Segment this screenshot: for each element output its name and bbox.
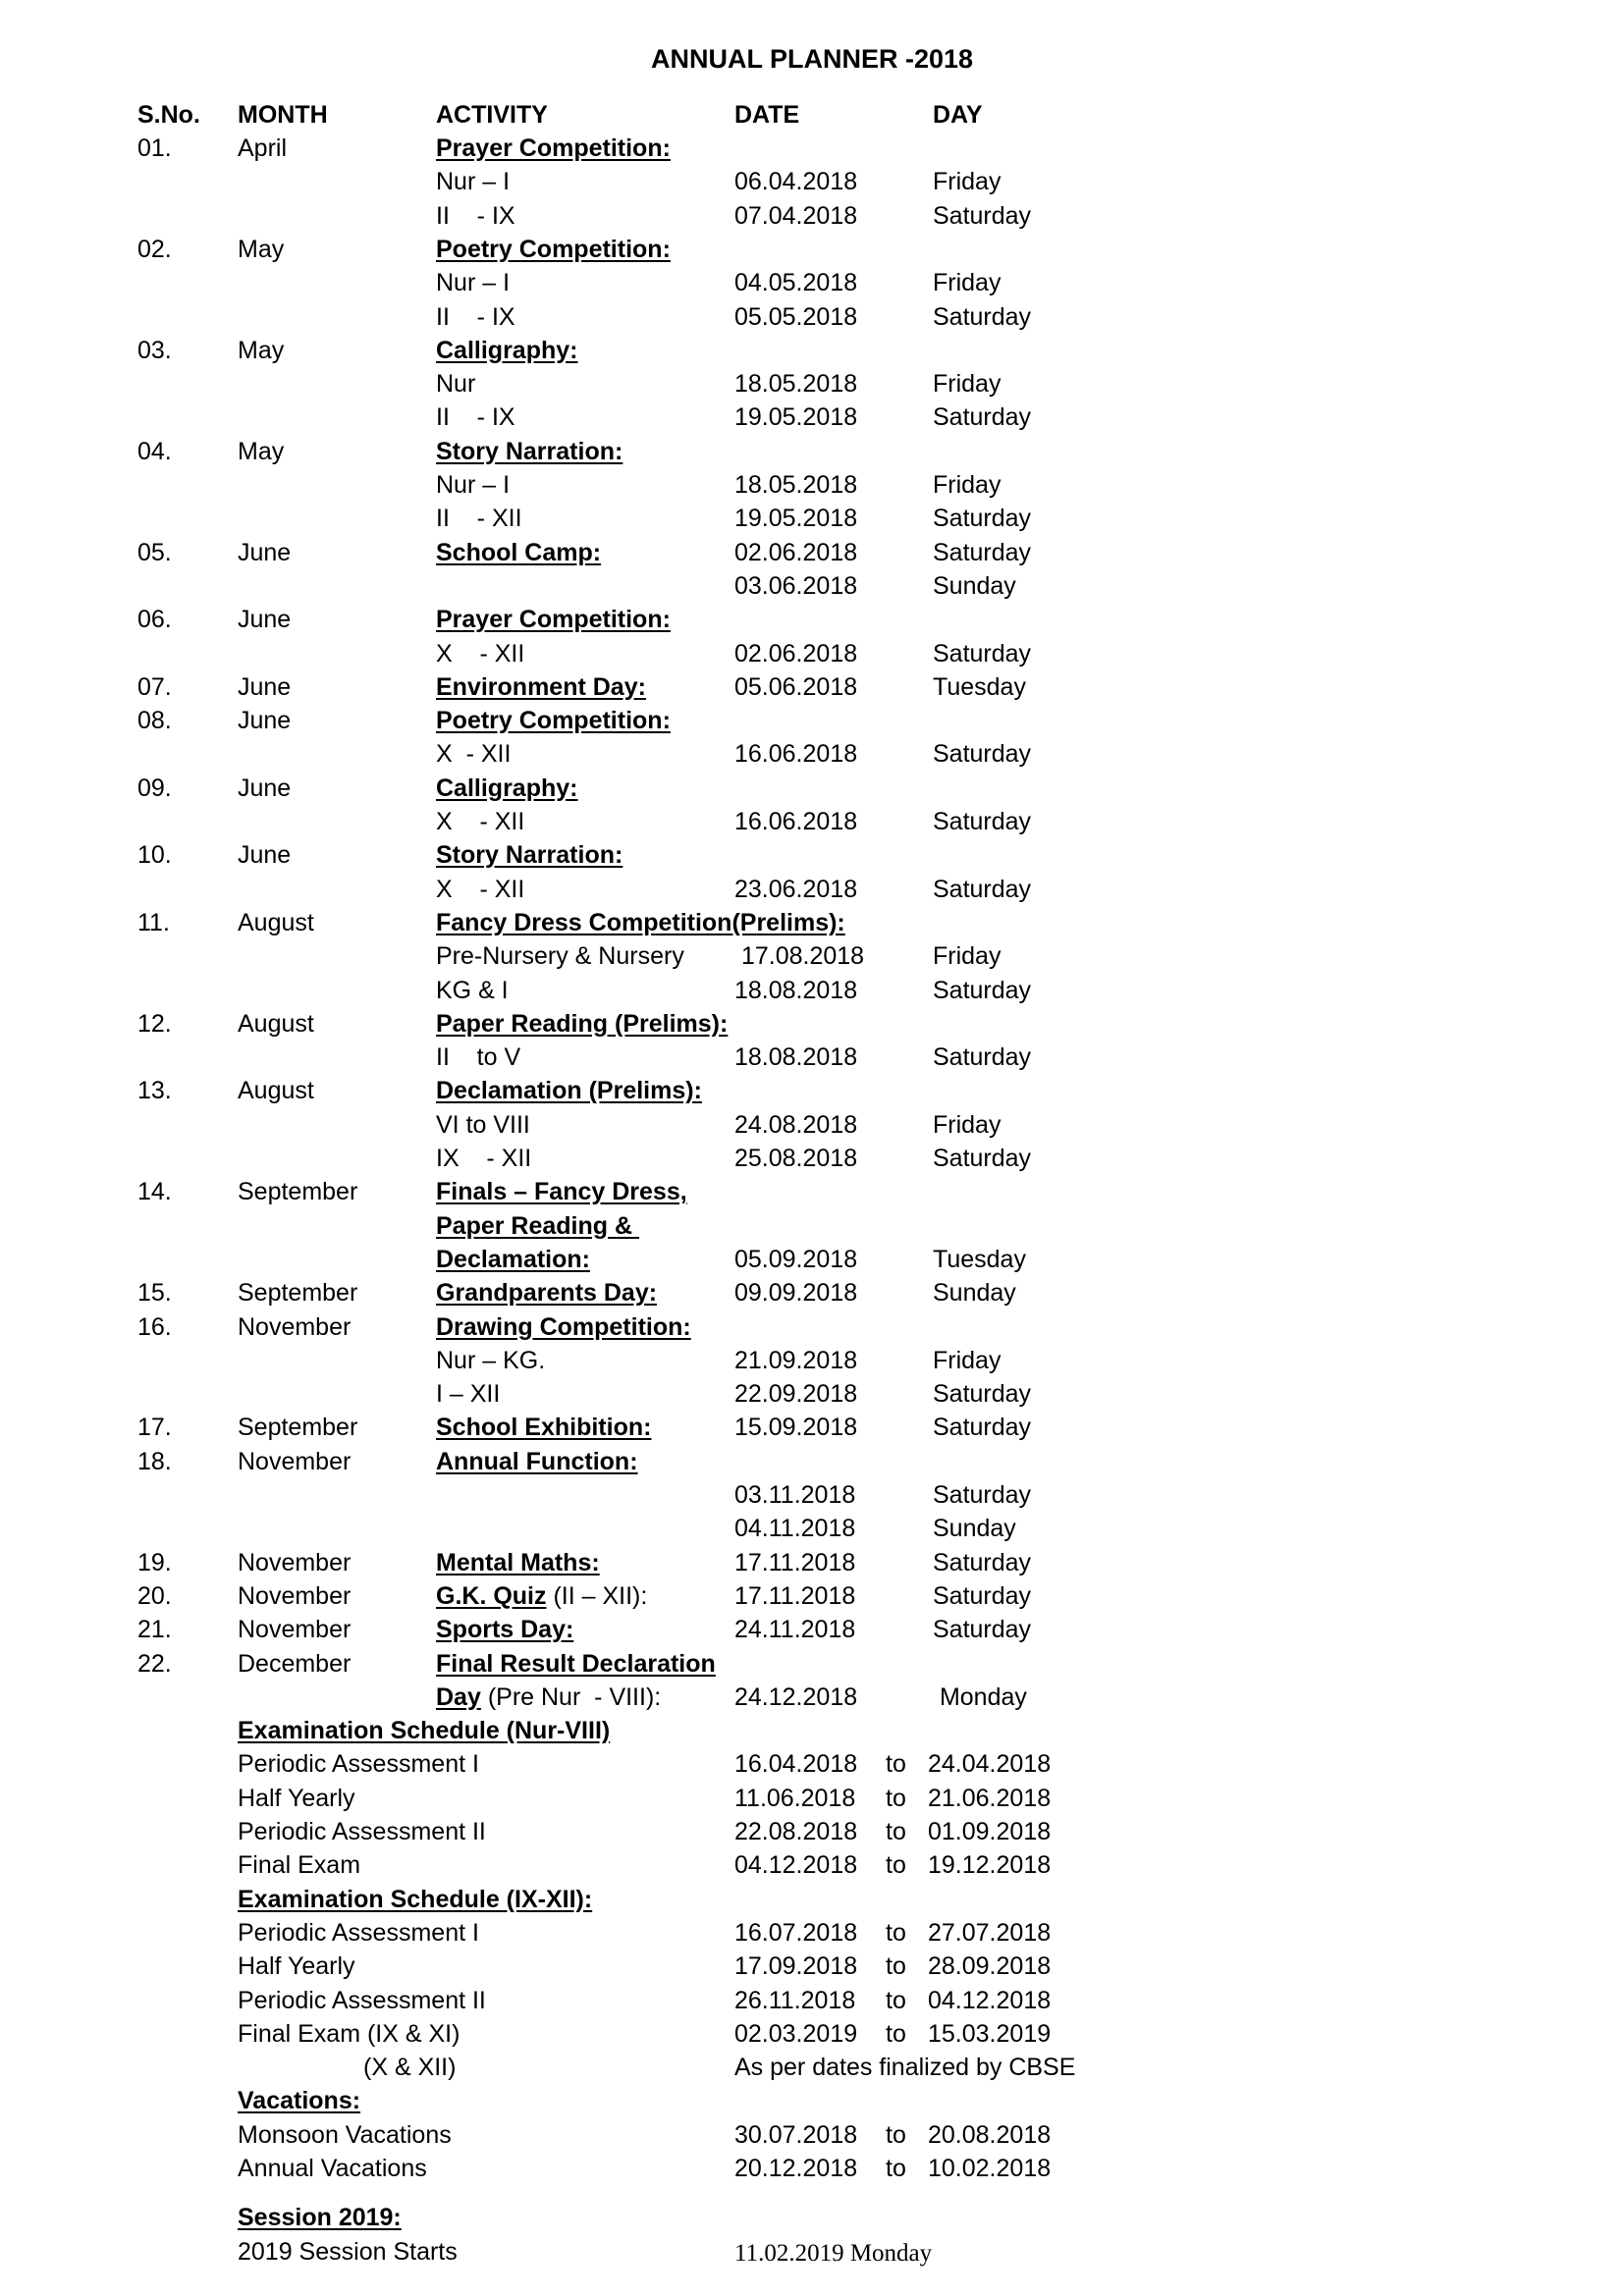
schedule-to-word: to — [886, 2120, 906, 2149]
row-day: Saturday — [933, 1145, 1032, 1172]
row-month: May — [238, 336, 285, 364]
activity-heading: Poetry Competition: — [436, 707, 671, 735]
exam-schedule-ix-heading: Examination Schedule (IX-XII): — [238, 1885, 593, 1913]
session-start-label: 2019 Session Starts — [238, 2237, 458, 2266]
row-activity — [436, 1175, 687, 1208]
row-activity — [436, 1310, 691, 1344]
row-month: September — [238, 1279, 358, 1308]
row-activity: II - IX — [436, 302, 515, 331]
activity-heading: Grandparents Day: — [436, 1279, 658, 1308]
row-sno: 10. — [137, 841, 172, 870]
row-day: Friday — [933, 269, 1001, 297]
row-month: November — [238, 1548, 352, 1576]
row-sno: 13. — [137, 1077, 172, 1105]
row-month: May — [238, 437, 285, 465]
row-month: December — [238, 1649, 352, 1678]
row-sno: 04. — [137, 437, 172, 465]
row-activity — [436, 1613, 573, 1646]
row-day: Saturday — [933, 403, 1032, 432]
activity-heading: Calligraphy: — [436, 336, 578, 364]
row-sno: 21. — [137, 1616, 172, 1644]
vacations-heading: Vacations: — [238, 2087, 361, 2115]
schedule-to-date: 28.09.2018 — [928, 1952, 1052, 1981]
row-month: April — [238, 134, 288, 162]
schedule-item-name: Monsoon Vacations — [238, 2120, 452, 2149]
row-date: 18.08.2018 — [734, 1043, 858, 1072]
row-sno: 14. — [137, 1178, 172, 1206]
schedule-item-name: Periodic Assessment I — [238, 1750, 479, 1779]
row-date: 05.09.2018 — [734, 1245, 858, 1273]
schedule-to-word: to — [886, 1918, 906, 1947]
schedule-to-word: to — [886, 2155, 906, 2182]
schedule-from-date: 04.12.2018 — [734, 1851, 858, 1880]
row-activity: Nur – I — [436, 269, 511, 297]
row-activity: X - XII — [436, 875, 525, 903]
schedule-item-name: Periodic Assessment II — [238, 1818, 486, 1845]
row-month: June — [238, 538, 292, 566]
row-day: Saturday — [933, 505, 1032, 533]
schedule-from-date: 30.07.2018 — [734, 2120, 858, 2149]
row-sno: 02. — [137, 235, 172, 263]
row-month: June — [238, 707, 292, 735]
activity-heading: Drawing Competition: — [436, 1312, 691, 1341]
row-activity — [436, 1546, 600, 1579]
row-activity — [436, 132, 671, 165]
row-activity: Pre-Nursery & Nursery — [436, 942, 684, 971]
row-date: 24.08.2018 — [734, 1110, 858, 1139]
activity-heading: Story Narration: — [436, 437, 623, 465]
row-activity — [436, 536, 601, 569]
row-month: November — [238, 1447, 352, 1475]
row-day: Monday — [933, 1682, 1027, 1711]
row-activity: X - XII — [436, 639, 525, 667]
row-sno: 03. — [137, 336, 172, 364]
row-date: 18.05.2018 — [734, 370, 858, 399]
row-activity — [436, 1007, 728, 1041]
row-activity — [436, 670, 646, 704]
row-month: August — [238, 908, 314, 936]
row-month: September — [238, 1178, 358, 1206]
row-month: May — [238, 235, 285, 263]
header-day: DAY — [933, 101, 983, 129]
row-date: 19.05.2018 — [734, 403, 858, 432]
row-date: 15.09.2018 — [734, 1414, 858, 1442]
row-activity — [436, 1445, 638, 1478]
activity-heading: School Camp: — [436, 538, 602, 566]
row-activity — [436, 1647, 716, 1681]
row-day: Saturday — [933, 875, 1032, 903]
activity-heading: Finals – Fancy Dress, — [436, 1178, 687, 1206]
row-month: June — [238, 606, 292, 634]
activity-heading: Story Narration: — [436, 841, 623, 870]
schedule-to-date: 21.06.2018 — [928, 1784, 1052, 1812]
exam-schedule-nur-heading: Examination Schedule (Nur-VIII) — [238, 1717, 611, 1745]
row-activity — [436, 233, 671, 266]
activity-heading: G.K. Quiz — [436, 1581, 547, 1610]
row-day: Saturday — [933, 1414, 1032, 1442]
row-activity — [436, 772, 577, 805]
row-day: Sunday — [933, 571, 1016, 600]
row-date: 05.05.2018 — [734, 302, 858, 331]
row-date: 24.11.2018 — [734, 1616, 856, 1644]
row-date: 17.11.2018 — [734, 1548, 856, 1576]
row-day: Saturday — [933, 1380, 1032, 1409]
schedule-from-date: 26.11.2018 — [734, 1986, 856, 2014]
activity-heading: Fancy Dress Competition(Prelims): — [436, 908, 845, 936]
activity-detail: (Pre Nur - VIII): — [480, 1682, 662, 1711]
row-day: Saturday — [933, 302, 1032, 331]
row-day: Friday — [933, 471, 1001, 499]
row-activity — [436, 1243, 590, 1276]
row-month: November — [238, 1581, 352, 1610]
row-month: June — [238, 841, 292, 870]
row-date: 07.04.2018 — [734, 201, 858, 230]
activity-heading: Mental Maths: — [436, 1548, 600, 1576]
row-activity: II - XII — [436, 505, 522, 533]
schedule-to-date: 15.03.2019 — [928, 2019, 1052, 2048]
row-activity: Nur – I — [436, 168, 511, 196]
row-activity — [436, 1411, 651, 1444]
activity-heading: Declamation (Prelims): — [436, 1077, 702, 1105]
row-sno: 05. — [137, 538, 172, 566]
schedule-to-date: 20.08.2018 — [928, 2120, 1052, 2149]
row-day: Friday — [933, 1346, 1001, 1374]
schedule-item-name: Final Exam (IX & XI) — [238, 2019, 460, 2048]
row-activity — [436, 435, 623, 468]
row-day: Saturday — [933, 1043, 1032, 1072]
row-sno: 07. — [137, 672, 172, 701]
row-date: 17.08.2018 — [734, 942, 865, 971]
row-sno: 18. — [137, 1447, 172, 1475]
row-day: Saturday — [933, 1548, 1032, 1576]
schedule-from-date: 16.04.2018 — [734, 1750, 858, 1779]
row-activity — [436, 704, 671, 737]
row-sno: 16. — [137, 1312, 172, 1341]
row-day: Friday — [933, 168, 1001, 196]
schedule-to-date: 10.02.2018 — [928, 2155, 1052, 2182]
row-month: June — [238, 672, 292, 701]
row-sno: 15. — [137, 1279, 172, 1308]
row-activity: VI to VIII — [436, 1110, 530, 1139]
schedule-item-name: Annual Vacations — [238, 2155, 427, 2182]
activity-heading: Prayer Competition: — [436, 606, 671, 634]
row-date: 21.09.2018 — [734, 1346, 858, 1374]
activity-heading: Sports Day: — [436, 1616, 574, 1644]
activity-heading: Paper Reading (Prelims): — [436, 1009, 729, 1038]
row-activity: II - IX — [436, 403, 515, 432]
row-date: 22.09.2018 — [734, 1380, 858, 1409]
schedule-item-name: Periodic Assessment II — [238, 1986, 486, 2014]
row-month: August — [238, 1009, 314, 1038]
row-date: 04.05.2018 — [734, 269, 858, 297]
row-date: 02.06.2018 — [734, 639, 858, 667]
row-date: 03.06.2018 — [734, 571, 858, 600]
header-month: MONTH — [238, 101, 328, 129]
row-date: 04.11.2018 — [734, 1515, 856, 1543]
row-day: Saturday — [933, 1581, 1032, 1610]
row-activity — [436, 334, 577, 367]
row-activity: I – XII — [436, 1380, 501, 1409]
row-sno: 22. — [137, 1649, 172, 1678]
row-date: 23.06.2018 — [734, 875, 858, 903]
row-activity — [436, 1579, 647, 1613]
row-day: Saturday — [933, 1616, 1032, 1644]
row-date: 18.05.2018 — [734, 471, 858, 499]
row-activity — [436, 603, 671, 636]
header-activity: ACTIVITY — [436, 101, 548, 129]
activity-heading: Annual Function: — [436, 1447, 638, 1475]
schedule-from-date: 02.03.2019 — [734, 2019, 858, 2048]
row-activity — [436, 1074, 702, 1107]
row-day: Saturday — [933, 201, 1032, 230]
row-day: Friday — [933, 942, 1001, 971]
schedule-from-date: 16.07.2018 — [734, 1918, 858, 1947]
row-date: 17.11.2018 — [734, 1581, 856, 1610]
schedule-to-date: 01.09.2018 — [928, 1818, 1052, 1845]
row-date: 16.06.2018 — [734, 740, 858, 769]
schedule-to-word: to — [886, 1784, 906, 1812]
row-activity: X - XII — [436, 808, 525, 835]
row-date: 25.08.2018 — [734, 1145, 858, 1172]
row-sno: 11. — [137, 908, 170, 936]
activity-detail: (II – XII): — [546, 1581, 648, 1610]
row-sno: 06. — [137, 606, 172, 634]
row-sno: 17. — [137, 1414, 172, 1442]
row-month: November — [238, 1312, 352, 1341]
schedule-item-name: Periodic Assessment I — [238, 1918, 479, 1947]
row-date: 16.06.2018 — [734, 808, 858, 835]
row-date: 19.05.2018 — [734, 505, 858, 533]
row-month: November — [238, 1616, 352, 1644]
schedule-from-date: 17.09.2018 — [734, 1952, 858, 1981]
schedule-from-date: 20.12.2018 — [734, 2155, 858, 2182]
row-sno: 08. — [137, 707, 172, 735]
row-day: Friday — [933, 1110, 1001, 1139]
row-date: 03.11.2018 — [734, 1481, 856, 1509]
row-day: Sunday — [933, 1279, 1016, 1308]
row-activity — [436, 1681, 661, 1714]
row-month: June — [238, 774, 292, 802]
activity-heading: Declamation: — [436, 1245, 590, 1273]
row-activity — [436, 1276, 657, 1309]
activity-heading: Calligraphy: — [436, 774, 578, 802]
row-date: 05.06.2018 — [734, 672, 858, 701]
row-date: 02.06.2018 — [734, 538, 858, 566]
row-day: Saturday — [933, 740, 1032, 769]
row-day: Tuesday — [933, 1245, 1026, 1273]
row-activity: Nur – I — [436, 471, 511, 499]
row-day: Sunday — [933, 1515, 1016, 1543]
schedule-to-date: 27.07.2018 — [928, 1918, 1052, 1947]
session-start-value: 11.02.2019 Monday — [734, 2239, 933, 2267]
activity-heading: Environment Day: — [436, 672, 646, 701]
schedule-to-date: 19.12.2018 — [928, 1851, 1052, 1880]
row-date: 24.12.2018 — [734, 1682, 858, 1711]
schedule-item-name: Half Yearly — [238, 1952, 355, 1981]
schedule-to-word: to — [886, 1986, 906, 2014]
activity-heading: Day — [436, 1682, 481, 1711]
schedule-item-name: (X & XII) — [363, 2054, 457, 2082]
schedule-to-word: to — [886, 1818, 906, 1845]
row-day: Saturday — [933, 1481, 1032, 1509]
schedule-item-name: Half Yearly — [238, 1784, 355, 1812]
schedule-to-word: to — [886, 1750, 906, 1779]
row-activity: Nur — [436, 370, 476, 399]
schedule-to-date: 04.12.2018 — [928, 1986, 1052, 2014]
row-sno: 19. — [137, 1548, 172, 1576]
row-sno: 01. — [137, 134, 172, 162]
row-activity: X - XII — [436, 740, 512, 769]
page-title: ANNUAL PLANNER -2018 — [650, 44, 974, 74]
row-activity: II - IX — [436, 201, 515, 230]
activity-heading: Final Result Declaration — [436, 1649, 716, 1678]
row-activity: IX - XII — [436, 1145, 532, 1172]
row-day: Saturday — [933, 639, 1032, 667]
schedule-item-name: Final Exam — [238, 1851, 361, 1880]
session-heading: Session 2019: — [238, 2204, 402, 2232]
row-activity: II to V — [436, 1043, 521, 1072]
row-month: September — [238, 1414, 358, 1442]
activity-heading: Prayer Competition: — [436, 134, 671, 162]
row-day: Saturday — [933, 976, 1032, 1004]
schedule-from-date: 11.06.2018 — [734, 1784, 856, 1812]
row-day: Tuesday — [933, 672, 1026, 701]
schedule-to-word: to — [886, 1851, 906, 1880]
row-month: August — [238, 1077, 314, 1105]
activity-heading: School Exhibition: — [436, 1414, 652, 1442]
row-date: 18.08.2018 — [734, 976, 858, 1004]
schedule-to-word: to — [886, 1952, 906, 1981]
cbse-note: As per dates finalized by CBSE — [734, 2054, 1076, 2082]
row-activity: KG & I — [436, 976, 509, 1004]
schedule-to-date: 24.04.2018 — [928, 1750, 1052, 1779]
activity-heading: Poetry Competition: — [436, 235, 671, 263]
row-activity — [436, 1209, 639, 1243]
schedule-from-date: 22.08.2018 — [734, 1818, 858, 1845]
row-day: Saturday — [933, 538, 1032, 566]
row-activity: Nur – KG. — [436, 1346, 546, 1374]
activity-heading: Paper Reading & — [436, 1211, 639, 1240]
row-date: 06.04.2018 — [734, 168, 858, 196]
header-date: DATE — [734, 101, 800, 129]
header-sno: S.No. — [137, 101, 200, 129]
row-sno: 20. — [137, 1581, 172, 1610]
schedule-to-word: to — [886, 2019, 906, 2048]
row-sno: 12. — [137, 1009, 172, 1038]
row-sno: 09. — [137, 774, 172, 802]
row-activity — [436, 838, 623, 872]
row-day: Friday — [933, 370, 1001, 399]
row-day: Saturday — [933, 808, 1032, 835]
row-activity — [436, 906, 845, 939]
row-date: 09.09.2018 — [734, 1279, 858, 1308]
